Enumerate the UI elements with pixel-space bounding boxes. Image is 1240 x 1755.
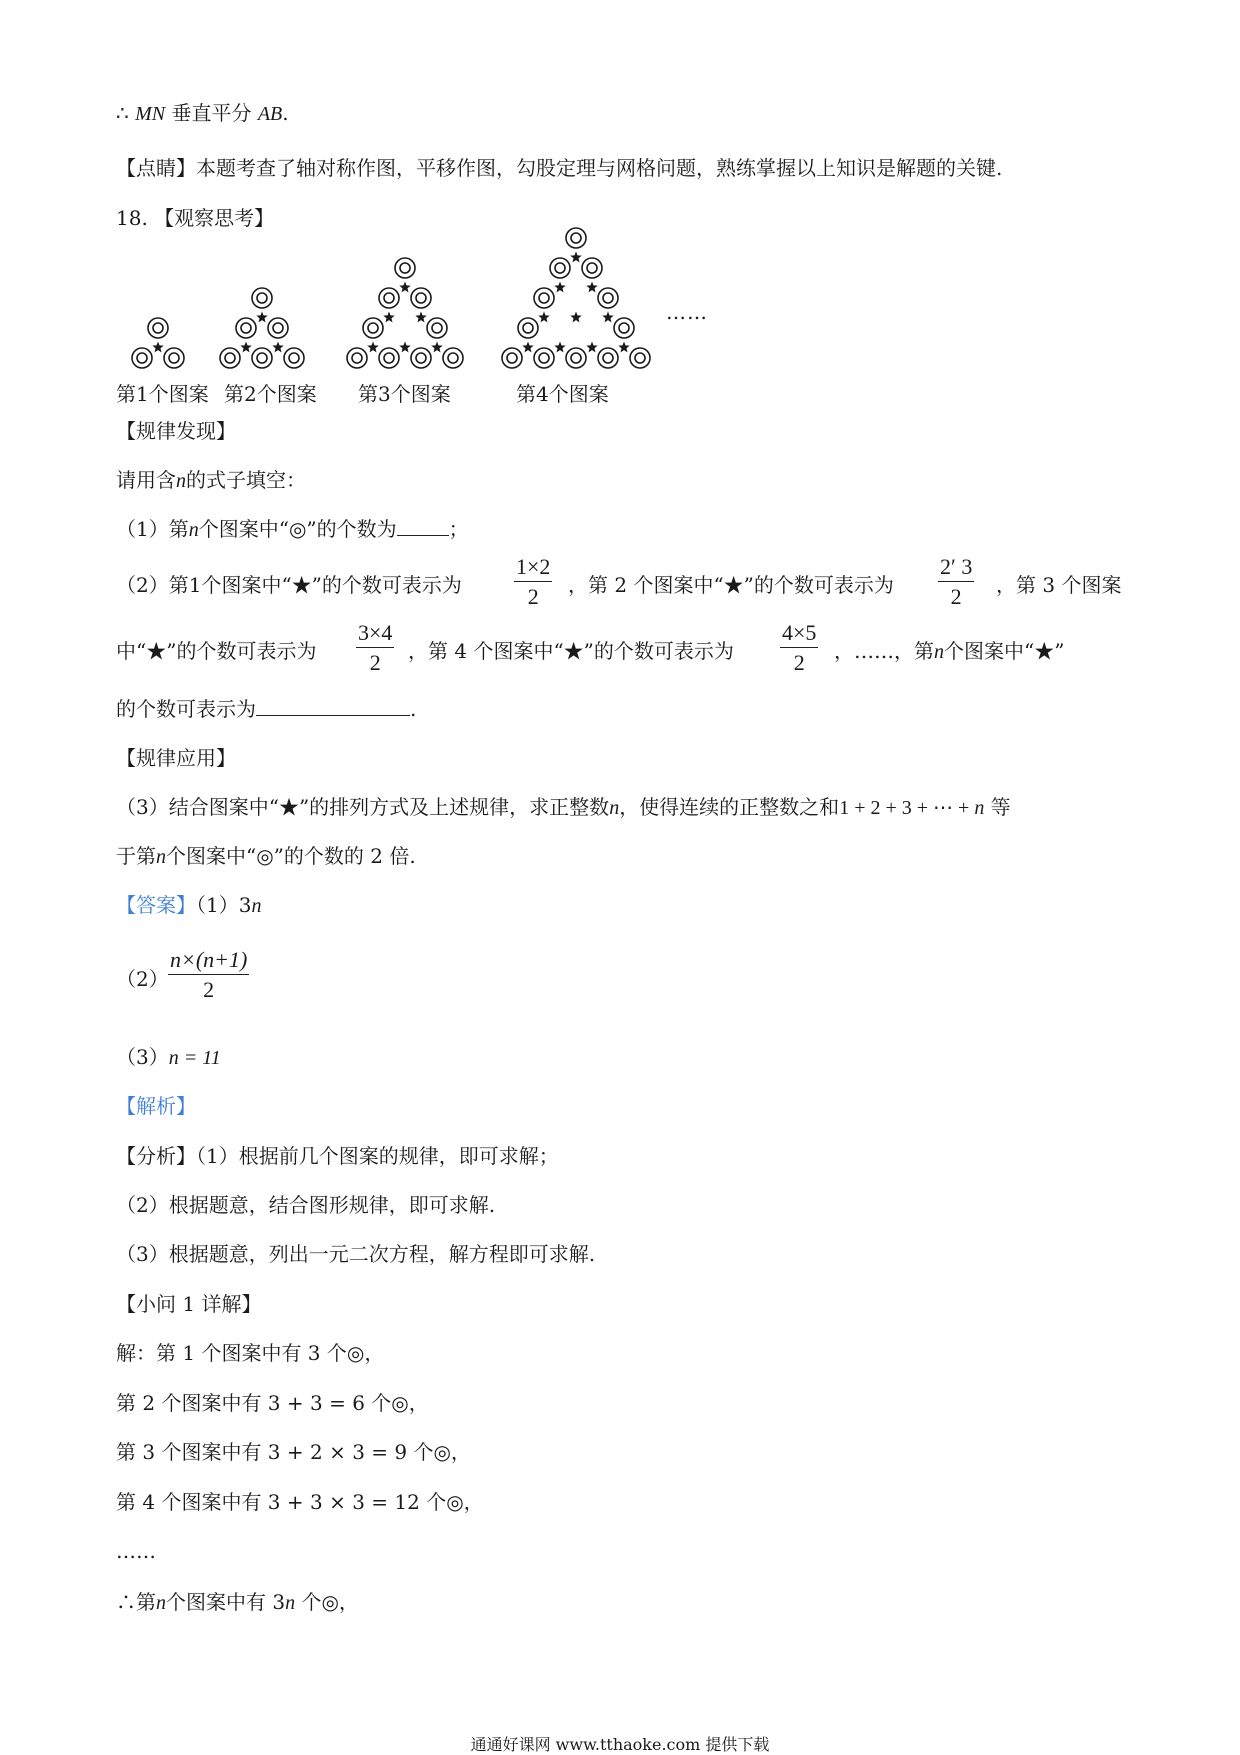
star-icon: [522, 342, 533, 353]
star-icon: [586, 282, 597, 293]
star-icon: [618, 342, 629, 353]
caption-pattern-1: 第1个图案: [116, 382, 209, 406]
answer-2-line: （2）: [116, 967, 169, 991]
question-2-line-b: 中“★”的个数可表示为: [116, 639, 317, 663]
double-circle-icon: [164, 348, 184, 368]
double-circle-icon: [236, 318, 256, 338]
star-icon: [554, 342, 565, 353]
question-2-line-a-end: ，第 3 个图案: [996, 573, 1122, 597]
double-circle-icon: [132, 348, 152, 368]
star-icon: [240, 342, 251, 353]
answer-blank-2[interactable]: [256, 697, 410, 716]
star-icon: [415, 312, 426, 323]
double-circle-icon: [534, 288, 554, 308]
star-icon: [399, 282, 410, 293]
question-2-line-c: 的个数可表示为 .: [116, 697, 417, 721]
page-footer: 通通好课网 www.tthaoke.com 提供下载: [470, 1735, 770, 1754]
question-3-line-b: 于第n个图案中“◎”的个数的 2 倍.: [116, 844, 416, 868]
question-1: （1）第n个图案中“◎”的个数为 ；: [116, 517, 469, 541]
question-2-line-a: （2）第1个图案中“★”的个数可表示为: [116, 573, 462, 597]
caption-pattern-3: 第3个图案: [358, 382, 451, 406]
double-circle-icon: [252, 348, 272, 368]
double-circle-icon: [347, 348, 367, 368]
solution-step-4: 第 4 个图案中有 3 + 3 × 3 = 12 个◎，: [116, 1490, 484, 1514]
fraction-2: $\frac{2' 3}{2}$: [940, 554, 973, 609]
question-number: 18.: [116, 206, 148, 230]
star-icon: [602, 312, 613, 323]
solution-step-3: 第 3 个图案中有 3 + 2 × 3 = 9 个◎，: [116, 1440, 471, 1464]
double-circle-icon: [534, 348, 554, 368]
star-icon: [570, 312, 581, 323]
star-icon: [538, 312, 549, 323]
question-2-line-b-mid: ，第 4 个图案中“★”的个数可表示为: [408, 639, 734, 663]
star-icon: [431, 342, 442, 353]
solution-conclusion: ∴第n个图案中有 3n 个◎，: [116, 1590, 359, 1614]
double-circle-icon: [598, 348, 618, 368]
double-circle-icon: [411, 348, 431, 368]
caption-pattern-2: 第2个图案: [224, 382, 317, 406]
jiexi-tag: 【解析】: [116, 1094, 196, 1118]
sub-question-1-heading: 【小问 1 详解】: [116, 1292, 262, 1316]
question-section-title: 【观察思考】: [154, 206, 275, 230]
pattern-ellipsis: ……: [666, 300, 708, 324]
answer-1-line: 【答案】（1）3n: [116, 893, 262, 917]
star-icon: [570, 252, 581, 263]
answer-tag: 【答案】: [116, 893, 196, 917]
solution-step-1: 解：第 1 个图案中有 3 个◎，: [116, 1341, 385, 1365]
answer-2-fraction: $\frac{n\times(n+1)}{2}$: [170, 947, 248, 1002]
fraction-1: $\frac{1\times 2}{2}$: [516, 554, 551, 609]
double-circle-icon: [252, 288, 272, 308]
star-icon: [399, 342, 410, 353]
double-circle-icon: [379, 348, 399, 368]
dianjing-note: 【点睛】本题考查了轴对称作图，平移作图，勾股定理与网格问题，熟练掌握以上知识是解题的关键.: [116, 156, 1003, 180]
analysis-1: 【分析】（1）根据前几个图案的规律，即可求解；: [116, 1144, 559, 1168]
double-circle-icon: [148, 318, 168, 338]
double-circle-icon: [582, 258, 602, 278]
star-icon: [554, 282, 565, 293]
star-icon: [272, 342, 283, 353]
therefore-symbol: ∴: [116, 101, 129, 125]
star-icon: [152, 342, 163, 353]
double-circle-icon: [630, 348, 650, 368]
rule-discovery-heading: 【规律发现】: [116, 419, 236, 443]
solution-step-2: 第 2 个图案中有 3 + 3 = 6 个◎，: [116, 1391, 429, 1415]
instruction-line: 请用含n的式子填空：: [116, 468, 306, 492]
double-circle-icon: [284, 348, 304, 368]
answer-blank-1[interactable]: [397, 517, 449, 536]
double-circle-icon: [411, 288, 431, 308]
conclusion-line: ∴ MN 垂直平分 AB.: [116, 101, 289, 125]
double-circle-icon: [614, 318, 634, 338]
fraction-4: $\frac{4\times 5}{2}$: [782, 620, 817, 675]
analysis-2: （2）根据题意，结合图形规律，即可求解.: [116, 1193, 496, 1217]
double-circle-icon: [268, 318, 288, 338]
double-circle-icon: [598, 288, 618, 308]
star-icon: [256, 312, 267, 323]
double-circle-icon: [518, 318, 538, 338]
star-icon: [586, 342, 597, 353]
double-circle-icon: [395, 258, 415, 278]
double-circle-icon: [443, 348, 463, 368]
rule-application-heading: 【规律应用】: [116, 746, 236, 770]
analysis-3: （3）根据题意，列出一元二次方程，解方程即可求解.: [116, 1242, 596, 1266]
question-2-line-a-mid: ，第 2 个图案中“★”的个数可表示为: [568, 573, 894, 597]
star-icon: [367, 342, 378, 353]
pattern-figure: [0, 0, 1240, 420]
answer-3-line: （3）n = 11: [116, 1045, 221, 1069]
double-circle-icon: [502, 348, 522, 368]
caption-pattern-4: 第4个图案: [516, 382, 609, 406]
double-circle-icon: [550, 258, 570, 278]
fraction-3: $\frac{3\times 4}{2}$: [358, 620, 393, 675]
question-2-line-b-end: ，……，第n个图案中“★”: [834, 639, 1065, 663]
star-icon: [383, 312, 394, 323]
double-circle-icon: [379, 288, 399, 308]
question-3-line-a: （3）结合图案中“★”的排列方式及上述规律，求正整数n，使得连续的正整数之和1 + 2 + 3 + ⋯ + n 等: [116, 795, 1011, 819]
double-circle-icon: [566, 348, 586, 368]
solution-ellipsis: ……: [116, 1539, 156, 1563]
double-circle-icon: [363, 318, 383, 338]
double-circle-icon: [566, 228, 586, 248]
double-circle-icon: [220, 348, 240, 368]
double-circle-icon: [427, 318, 447, 338]
